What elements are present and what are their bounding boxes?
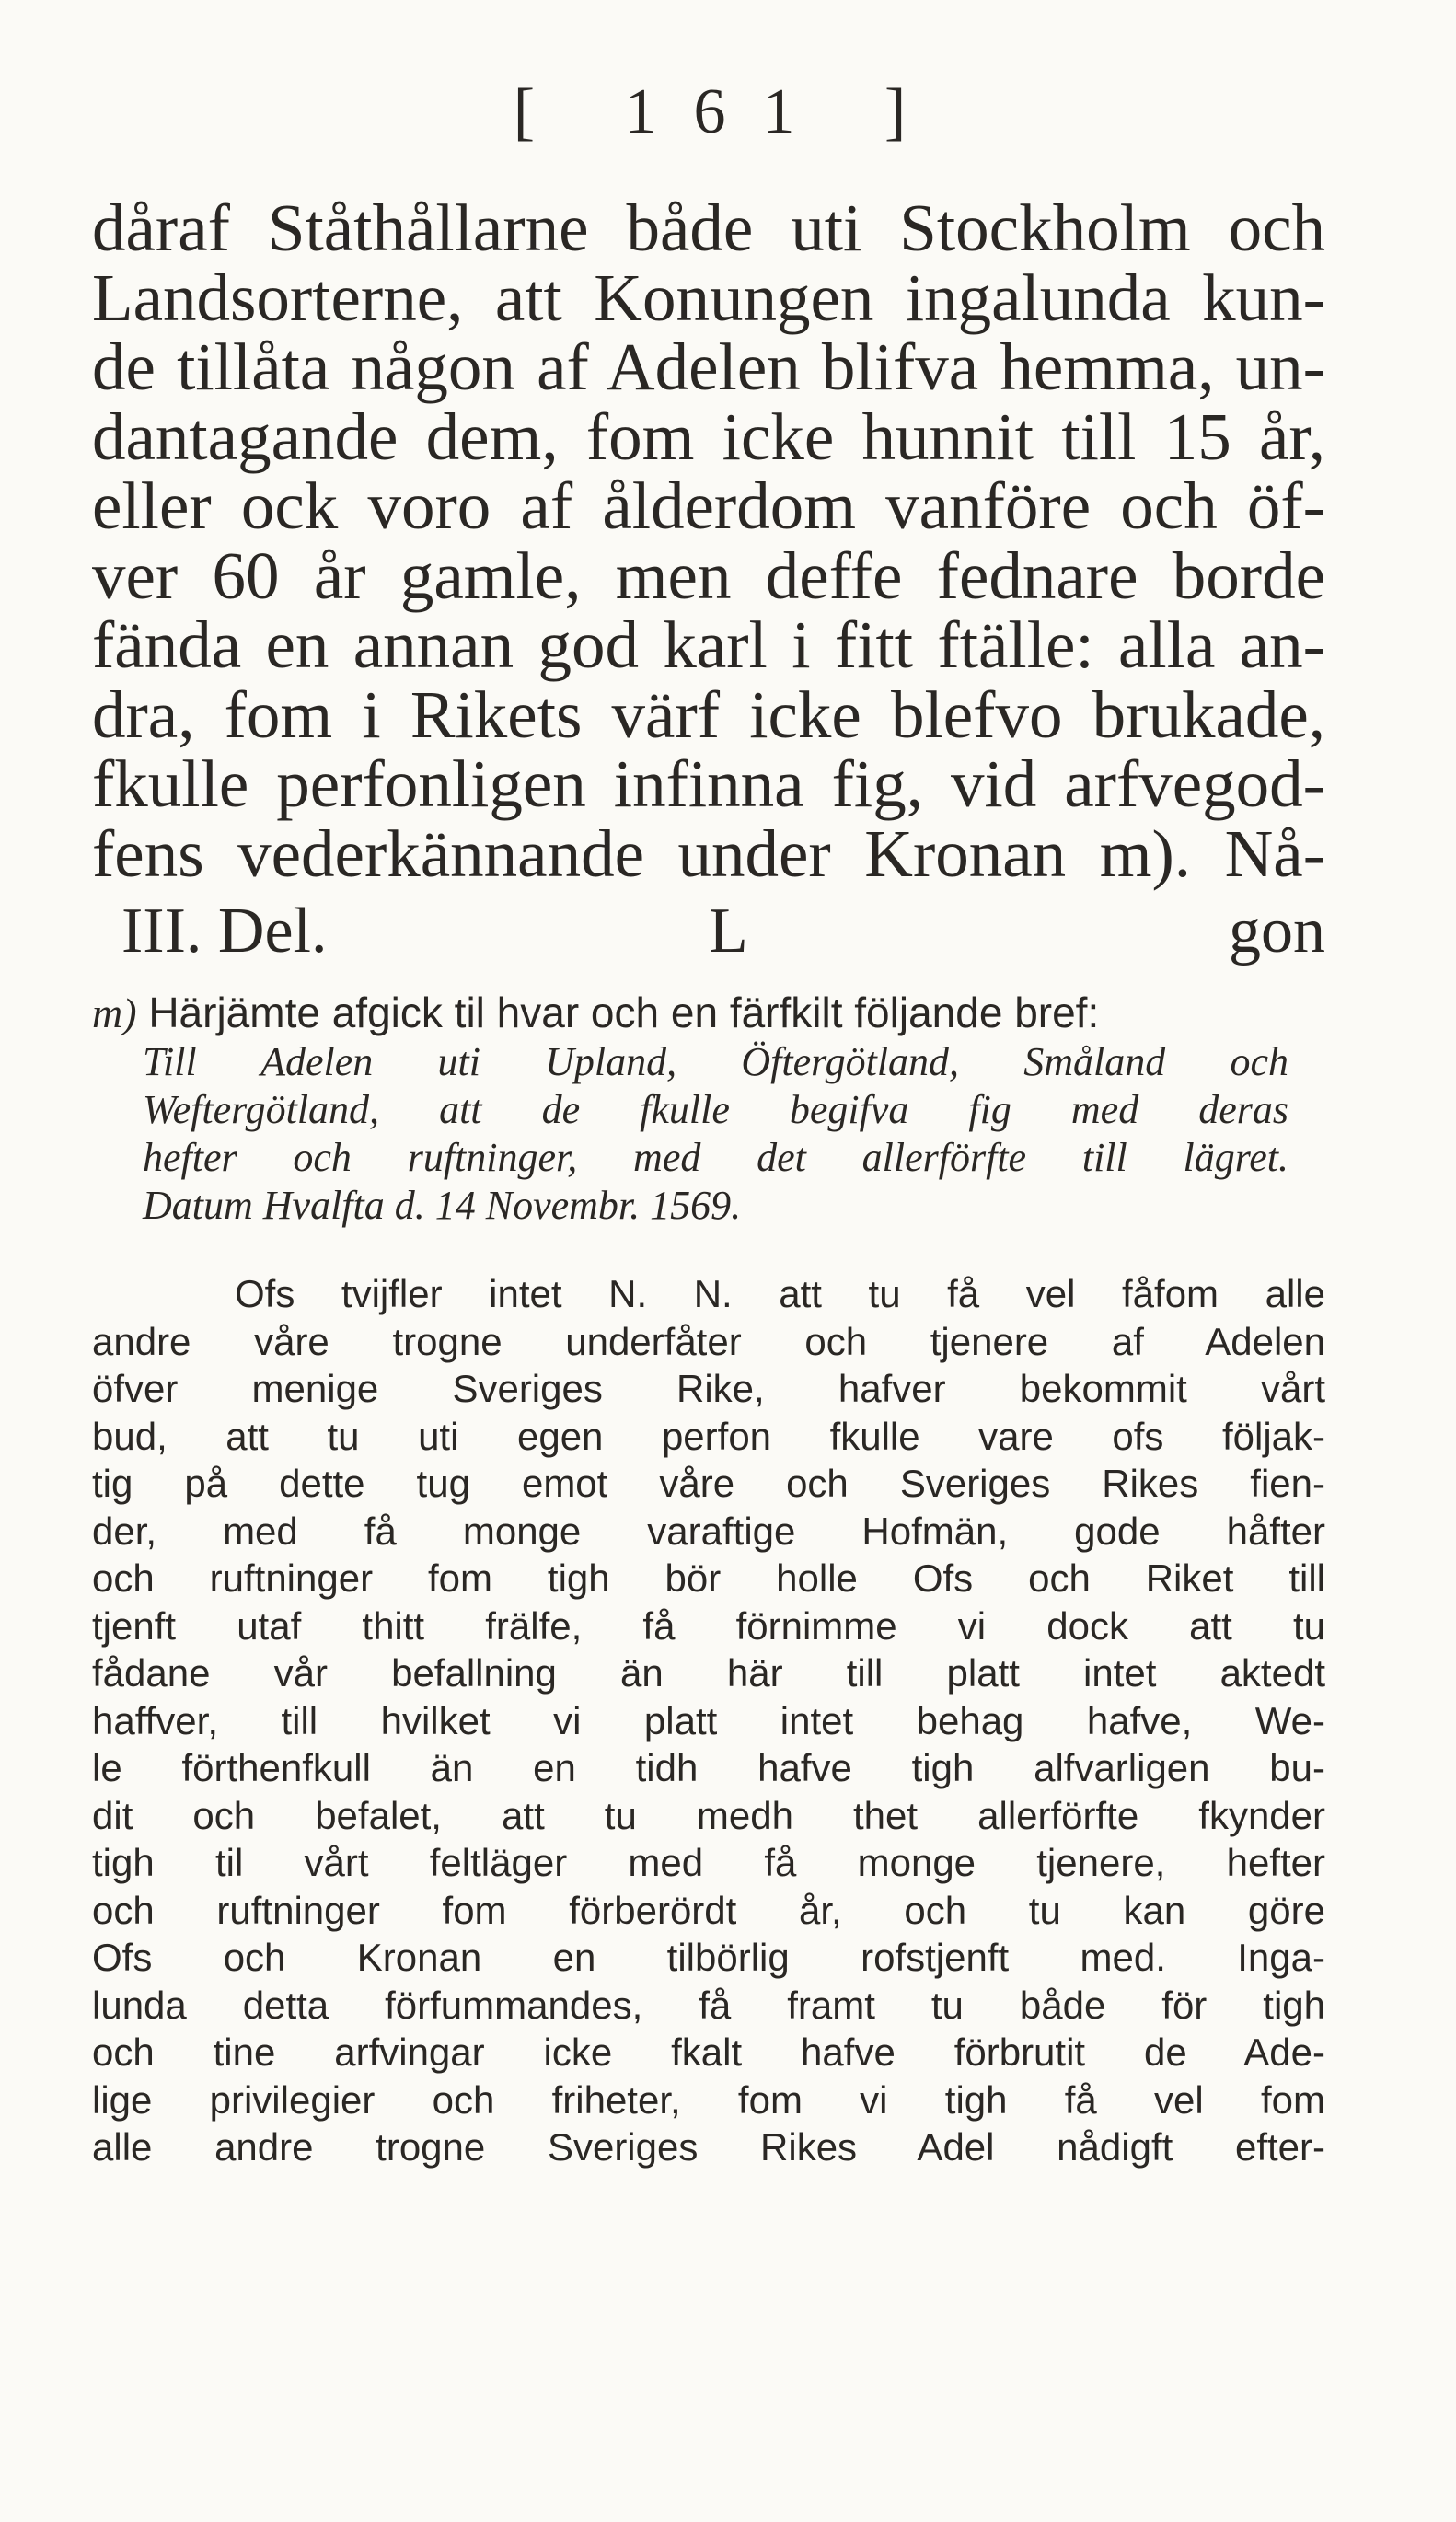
main-text-line: Landsorterne, att Konungen ingalunda kun- [92, 260, 1325, 335]
letter-body-line: lige privilegier och friheter, fom vi tigh få vel fom [92, 2077, 1325, 2122]
main-text-line: dra, fom i Rikets värf icke blefvo brukade, [92, 677, 1325, 752]
letter-body-line: bud, att tu uti egen perfon fkulle vare ofs följak- [92, 1414, 1325, 1458]
main-text [92, 191, 1325, 891]
letter-body-line: tig på dette tug emot våre och Sveriges Rikes fien- [92, 1462, 1325, 1505]
main-text-line: eller ock voro af ålderdom vanföre och öf- [92, 469, 1325, 543]
page-number: [ 161 ] [513, 76, 943, 147]
letter-heading-line: Weftergötland, att de fkulle begifva fig med deras [143, 1087, 1288, 1132]
letter-body-line: der, med få monge varaftige Hofmän, gode håfter [92, 1509, 1325, 1553]
letter-body-line: tjenft utaf thitt frälfe, få förnimme vi dock att tu [92, 1603, 1325, 1648]
letter-heading-line: Till Adelen uti Upland, Öftergötland, Småland och [143, 1039, 1288, 1084]
footnote-marker: m) [92, 989, 137, 1036]
main-text-line: dåraf Ståthållarne både uti Stockholm och [92, 191, 1325, 265]
letter-body-line: alle andre trogne Sveriges Rikes Adel nådigft efter- [92, 2125, 1325, 2169]
letter-body-line: och tine arfvingar icke fkalt hafve förbrutit de Ade- [92, 2030, 1325, 2074]
main-text-line: fkulle perfonligen infinna fig, vid arfvegod- [92, 746, 1325, 821]
letter-body-line: tigh til vårt feltläger med få monge tjenere, hefter [92, 1841, 1325, 1884]
letter-heading-line: hefter och ruftninger, med det allerförfte till lägret. [143, 1135, 1288, 1180]
letter-body-line: lunda detta förfummandes, få framt tu både för tigh [92, 1983, 1325, 2027]
letter-body-line: och ruftninger fom förberördt år, och tu kan göre [92, 1888, 1325, 1932]
letter-body-line: le förthenfkull än en tidh hafve tigh alfvarligen bu- [92, 1746, 1325, 1789]
letter-body-line: fådane vår befallning än här till platt intet aktedt [92, 1651, 1325, 1695]
catchline [121, 895, 1325, 968]
signature-letter: L [709, 896, 748, 966]
letter-body-line: Ofs tvijfler intet N. N. att tu få vel fåfom alle [235, 1272, 1325, 1315]
letter-body-line: Ofs och Kronan en tilbörlig rofstjenft med. Inga- [92, 1936, 1325, 1979]
footnote-intro: Härjämte afgick til hvar och en färfkilt följande bref: [148, 989, 1100, 1036]
main-text-line: de tillåta någon af Adelen blifva hemma, un- [92, 330, 1325, 404]
letter-body-line: dit och befalet, att tu medh thet allerförfte fkynder [92, 1793, 1325, 1837]
letter-body-line: haffver, till hvilket vi platt intet behag hafve, We- [92, 1698, 1325, 1742]
letter-body-line: och ruftninger fom tigh bör holle Ofs och Riket till [92, 1556, 1325, 1600]
letter-body-line: andre våre trogne underfåter och tjenere af Adelen [92, 1319, 1325, 1363]
letter-body [92, 1270, 1325, 2171]
letter-body-line: öfver menige Sveriges Rike, hafver bekommit vårt [92, 1367, 1325, 1410]
letter-heading [143, 1038, 1288, 1230]
catchword: gon [1229, 896, 1325, 966]
main-text-line: dantagande dem, fom icke hunnit till 15 år, [92, 399, 1325, 474]
main-text-line: ver 60 år gamle, men deffe fednare borde [92, 538, 1325, 613]
signature-mark: III. Del. [121, 896, 328, 966]
main-text-line: fens vederkännande under Kronan m). Nå- [92, 816, 1325, 891]
footnote-intro-line [92, 987, 1325, 1039]
main-text-line: fända en annan god karl i fitt ftälle: alla an- [92, 607, 1325, 682]
letter-heading-line: Datum Hvalfta d. 14 Novembr. 1569. [143, 1183, 742, 1228]
